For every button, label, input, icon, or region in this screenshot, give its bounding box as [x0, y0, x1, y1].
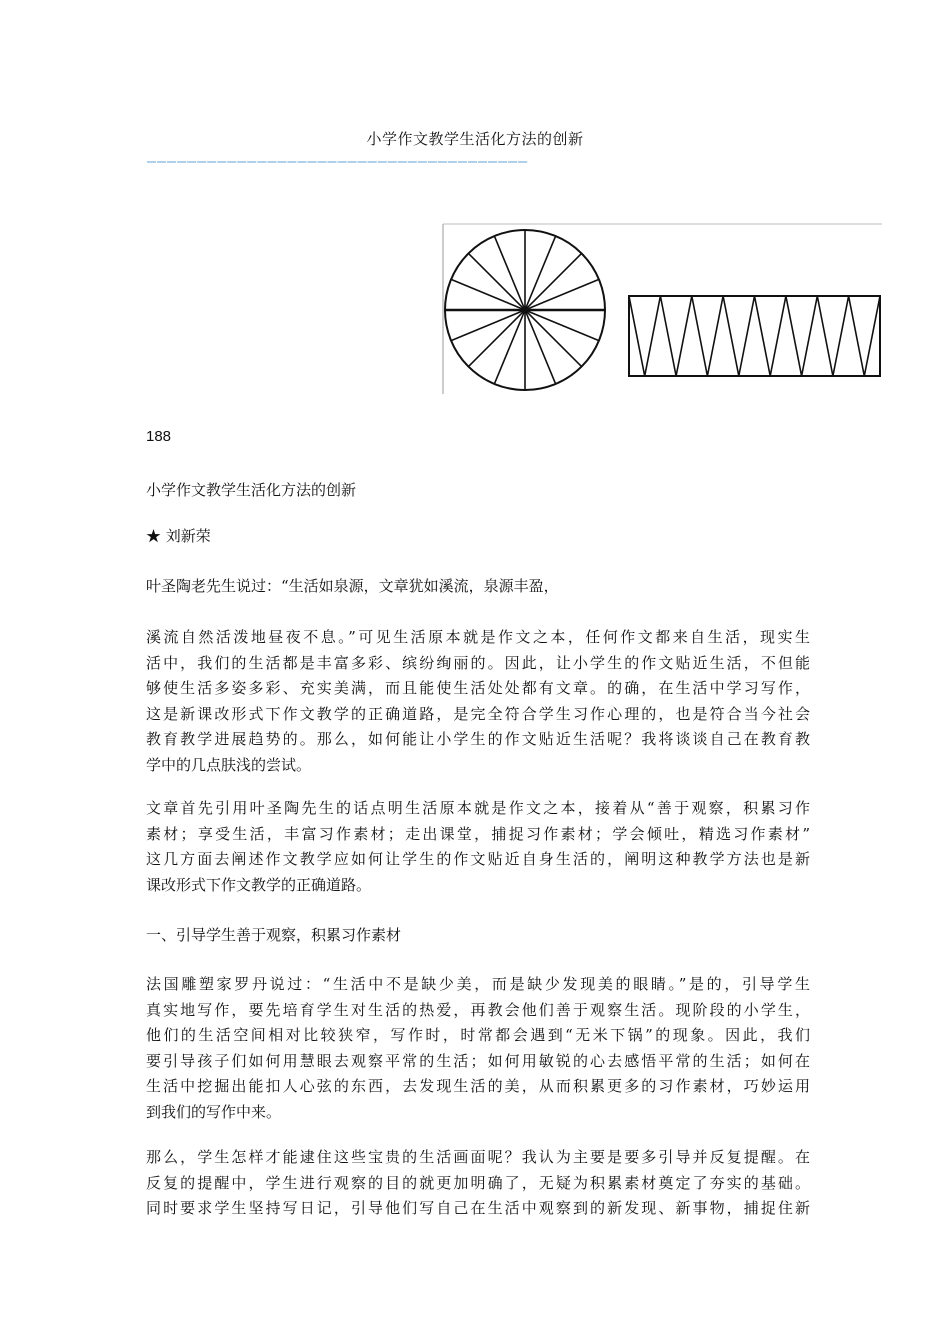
page-number: 188: [146, 428, 172, 445]
paragraph-3: [146, 972, 810, 1125]
paragraph-line: 课改形式下作文教学的正确道路。: [146, 875, 372, 894]
paragraph-line: 教育教学进展趋势的。那么，如何能让小学生的作文贴近生活呢？我将谈谈自己在教育教: [146, 730, 810, 748]
paragraph-line: 同时要求学生坚持写日记，引导他们写自己在生活中观察到的新发现、新事物，捕捉住新: [146, 1199, 810, 1217]
paragraph-line: 素材；享受生活，丰富习作素材；走出课堂，捕捉习作素材；学会倾吐，精选习作素材”: [146, 824, 810, 843]
paragraph-line: 这几方面去阐述作文教学应如何让学生的作文贴近自身生活的，阐明这种教学方法也是新: [146, 850, 810, 868]
paragraph-line: 他们的生活空间相对比较狭窄，写作时，时常都会遇到“无米下锅”的现象。因此，我们: [146, 1026, 810, 1044]
parallelogram-outline: [629, 296, 880, 376]
header-title: 小学作文教学生活化方法的创新: [366, 130, 584, 148]
zigzag-sector-lines: [629, 296, 880, 376]
article-title: 小学作文教学生活化方法的创新: [146, 481, 357, 499]
paragraph-line: 这是新课改形式下作文教学的正确道路，是完全符合学生习作心理的，也是符合当今社会: [146, 704, 810, 723]
paragraph-line: 活中，我们的生活都是丰富多彩、缤纷绚丽的。因此，让小学生的作文贴近生活，不但能: [146, 653, 810, 672]
paragraph-line: 生活中挖掘出能扣人心弦的东西，去发现生活的美，从而积累更多的习作素材，巧妙运用: [146, 1077, 810, 1095]
author-line: ★ 刘新荣: [146, 527, 211, 545]
paragraph-2: [146, 796, 810, 898]
paragraph-line: 法国雕塑家罗丹说过：“生活中不是缺少美，而是缺少发现美的眼睛。”是的，引导学生: [146, 975, 810, 993]
rearranged-parallelogram: [629, 296, 880, 376]
paragraph-line: 那么，学生怎样才能逮住这些宝贵的生活画面呢？我认为主要是要多引导并反复提醒。在: [146, 1148, 810, 1166]
paragraph-line: 到我们的写作中来。: [146, 1102, 282, 1121]
paragraph-4: [146, 1145, 810, 1222]
circle-area-figure: [442, 222, 882, 394]
paragraph-line: 学中的几点肤浅的尝试。: [146, 755, 312, 774]
paragraph-line: 够使生活多姿多彩、充实美满，而且能使生活处处都有文章。的确，在生活中学习写作，: [146, 679, 810, 697]
header-dashed-rule: ——————————————————————————————————————: [147, 152, 529, 170]
section-1-heading: 一、引导学生善于观察，积累习作素材: [146, 926, 402, 944]
divided-circle: [445, 230, 605, 390]
paragraph-line: 溪流自然活泼地昼夜不息。”可见生活原本就是作文之本，任何作文都来自生活，现实生: [146, 628, 810, 646]
paragraph-line: 真实地写作，要先培育学生对生活的热爱，再教会他们善于观察生活。现阶段的小学生，: [146, 1000, 810, 1019]
paragraph-line: 要引导孩子们如何用慧眼去观察平常的生活；如何用敏锐的心去感悟平常的生活；如何在: [146, 1051, 810, 1070]
circle-area-diagram: [442, 222, 882, 394]
paragraph-line: 反复的提醒中，学生进行观察的目的就更加明确了，无疑为积累素材奠定了夯实的基础。: [146, 1173, 810, 1192]
intro-line: 叶圣陶老先生说过：“生活如泉源，文章犹如溪流，泉源丰盈，: [146, 577, 559, 595]
paragraph-1: [146, 625, 810, 778]
paragraph-line: 文章首先引用叶圣陶先生的话点明生活原本就是作文之本，接着从“善于观察，积累习作: [146, 799, 810, 817]
